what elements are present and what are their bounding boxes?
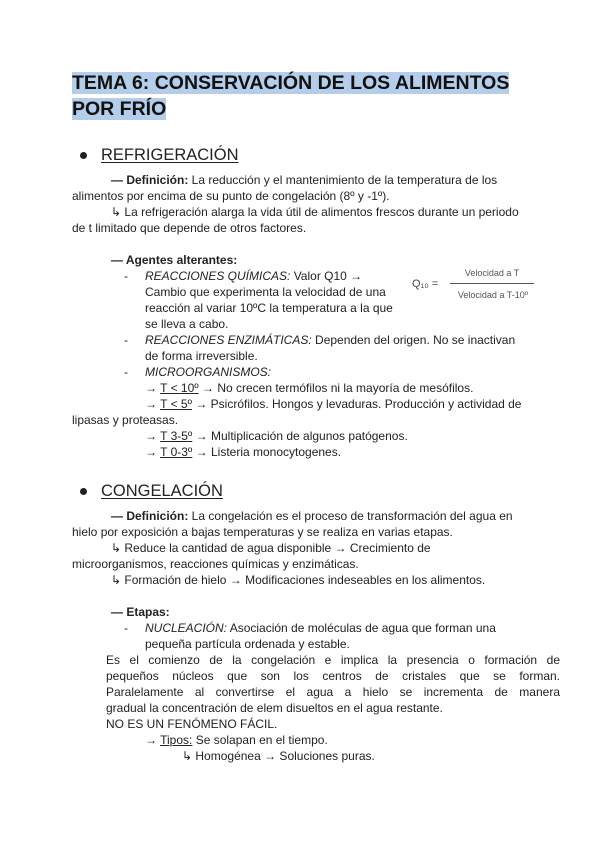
arrow: → xyxy=(145,381,161,395)
definition-line: hielo por exposición a bajas temperaturas y se realiza en varias etapas. xyxy=(72,525,453,539)
definition-label: — Definición: xyxy=(111,173,189,187)
temp-line xyxy=(145,396,521,412)
bullet-icon xyxy=(80,152,87,159)
list-item-line: se lleva a cabo. xyxy=(145,317,229,331)
item-label: REACCIONES ENZIMÁTICAS: xyxy=(145,333,312,347)
paragraph-line: gradual la concentración de elem disueltos en el agua restante. xyxy=(106,701,443,715)
item-label: REACCIONES QUÍMICAS: xyxy=(145,269,291,283)
bullet-icon xyxy=(80,488,87,495)
note-line: microorganismos, reacciones químicas y enzimáticas. xyxy=(72,557,359,571)
list-item xyxy=(145,620,496,636)
list-item-line: pequeña partícula ordenada y estable. xyxy=(145,637,350,651)
temp-text: → Psicrófilos. Hongos y levaduras. Producción y actividad de xyxy=(191,397,522,411)
list-item xyxy=(145,332,515,348)
paragraph-line: NO ES UN FENÓMENO FÁCIL. xyxy=(106,717,278,731)
section-refrigeracion-heading xyxy=(72,146,239,165)
section-congelacion-heading xyxy=(72,482,223,501)
arrow: → xyxy=(145,429,161,443)
list-item-line: de forma irreversible. xyxy=(145,349,258,363)
tipos-line xyxy=(145,732,328,748)
temp-label: T < 5º xyxy=(160,397,192,411)
note-line: de t limitado que depende de otros factores. xyxy=(72,221,307,235)
list-item-line: reacción al variar 10ºC la temperatura a la que xyxy=(145,301,393,315)
formula-lhs: Q₁₀ = xyxy=(412,278,439,290)
temp-line xyxy=(145,380,473,396)
title-line-1: TEMA 6: CONSERVACIÓN DE LOS ALIMENTOS xyxy=(72,72,510,94)
item-text: Valor Q10 → xyxy=(290,269,363,283)
temp-line xyxy=(145,428,408,444)
section-heading-text: CONGELACIÓN xyxy=(101,482,223,500)
tipos-label: Tipos: xyxy=(160,733,193,747)
title-line-2: POR FRÍO xyxy=(72,98,167,120)
definition-label: — Definición: xyxy=(111,509,189,523)
etapas-label: — Etapas: xyxy=(111,605,170,619)
q10-formula xyxy=(412,268,532,308)
fraction-bar xyxy=(450,283,534,284)
tipos-text: Se solapan en el tiempo. xyxy=(192,733,328,747)
note-line: ↳ Homogénea → Soluciones puras. xyxy=(182,749,375,763)
dash-marker: - xyxy=(124,333,128,347)
temp-label: T 3-5º xyxy=(160,429,193,443)
arrow: → xyxy=(145,397,161,411)
temp-text: → Multiplicación de algunos patógenos. xyxy=(192,429,408,443)
paragraph-line: Es el comienzo de la congelación e implica la presencia o formación de xyxy=(106,653,560,667)
temp-text: → No crecen termófilos ni la mayoría de mesófilos. xyxy=(198,381,474,395)
paragraph-line: Paralelamente al convertirse el agua a hielo se incrementa de manera xyxy=(106,685,560,699)
list-item xyxy=(145,268,362,284)
item-text: Dependen del origen. No se inactivan xyxy=(311,333,516,347)
note-line: ↳ Reduce la cantidad de agua disponible → Crecimiento de xyxy=(111,541,431,555)
paragraph-line: pequeños núcleos que son los centros de cristales que se forman. xyxy=(106,669,560,683)
formula-denominator: Velocidad a T-10º xyxy=(457,290,529,300)
item-text: Asociación de moléculas de agua que forman una xyxy=(227,621,496,635)
definition-line: alimentos por encima de su punto de congelación (8º y -1º). xyxy=(72,189,390,203)
section-heading-text: REFRIGERACIÓN xyxy=(101,146,239,164)
temp-line xyxy=(145,444,341,460)
definition-text: La reducción y el mantenimiento de la temperatura de los xyxy=(188,173,498,187)
temp-label: T < 10º xyxy=(160,381,199,395)
note-line: ↳ Formación de hielo → Modificaciones indeseables en los alimentos. xyxy=(111,573,486,587)
definition-line xyxy=(111,172,497,188)
definition-text: La congelación es el proceso de transformación del agua en xyxy=(188,509,513,523)
arrow: → xyxy=(145,445,161,459)
dash-marker: - xyxy=(124,621,128,635)
temp-label: T 0-3º xyxy=(160,445,193,459)
dash-marker: - xyxy=(124,365,128,379)
agentes-label: — Agentes alterantes: xyxy=(111,253,238,267)
arrow: → xyxy=(145,733,161,747)
list-item-label: MICROORGANISMOS: xyxy=(145,365,272,379)
page-title xyxy=(72,70,532,122)
dash-marker: - xyxy=(124,269,128,283)
definition-line xyxy=(111,508,513,524)
item-label: NUCLEACIÓN: xyxy=(145,621,228,635)
list-item-line: Cambio que experimenta la velocidad de una xyxy=(145,285,386,299)
formula-numerator: Velocidad a T xyxy=(464,268,520,278)
note-line: ↳ La refrigeración alarga la vida útil de alimentos frescos durante un periodo xyxy=(111,205,519,219)
temp-text: → Listeria monocytogenes. xyxy=(192,445,342,459)
temp-line-cont: lipasas y proteasas. xyxy=(72,413,179,427)
